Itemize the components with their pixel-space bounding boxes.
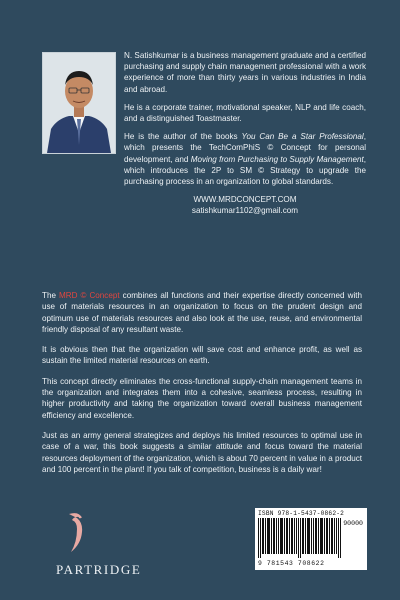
description-paragraph-1 (42, 290, 362, 335)
bio-p3-part-c: , which introduces the 2P to SM © Strategy to upgrade the purchasing process in an organization to global standards. (124, 154, 366, 187)
email-link[interactable]: satishkumar1102@gmail.com (191, 206, 299, 216)
price-code: 90000 (343, 520, 363, 527)
author-bio (124, 50, 366, 216)
bio-paragraph-1: N. Satishkumar is a business management graduate and a certified purchasing and supply chain management professional with a work experience of more than thirty years in various industries in India and abroad. (124, 51, 366, 94)
website-link[interactable]: WWW.MRDCONCEPT.COM (193, 195, 297, 205)
partridge-bird-icon (63, 512, 89, 554)
description-paragraph-3: This concept directly eliminates the cross-functional supply-chain management teams in the organization and integrates them into a cohesive, seamless process, resulting in higher productivity and taking the organization toward overall business management efficiency and excellence. (42, 376, 362, 420)
description-paragraph-4: Just as an army general strategizes and deploys his limited resources to optimal use in case of a war, this book suggests a similar attitude and focus toward the material resources deployment of the organization, which is about 70 percent in value in a product and 100 percent in the plant! If you talk of competition, business is a daily war! (42, 430, 362, 474)
desc-p1-part-a: The (42, 291, 59, 300)
bio-paragraph-2: He is a corporate trainer, motivational speaker, NLP and life coach, and a distinguished Toastmaster. (124, 102, 366, 124)
book-title-2: Moving from Purchasing to Supply Management (190, 154, 364, 164)
book-title-1: You Can Be a Star Professional (241, 132, 364, 142)
isbn-barcode (255, 508, 367, 570)
bio-paragraph-3 (124, 131, 366, 187)
desc-p1-part-b: combines all functions and their expertise directly concerned with use of materials resources in an organization to focus on the prudent design and optimum use of materials resources and also look at the use, reuse, and environmental friendly disposal of any resultant waste. (42, 291, 362, 334)
mrd-concept-highlight: MRD © Concept (58, 291, 120, 300)
isbn-number: ISBN 978-1-5437-0862-2 (258, 510, 345, 517)
book-description (42, 290, 362, 484)
barcode-bars (258, 518, 342, 558)
barcode-digits: 9 781543 708622 (258, 560, 325, 567)
author-photo (42, 52, 116, 154)
author-contact (124, 194, 366, 216)
description-paragraph-2: It is obvious then that the organization will save cost and enhance profit, as well as sustain the limited material resources on earth. (42, 345, 362, 366)
bio-p3-part-a: He is the author of the books (124, 132, 242, 142)
author-portrait-image (43, 53, 115, 153)
publisher-logo (56, 512, 142, 582)
publisher-name: PARTRIDGE (56, 562, 142, 577)
bio-p3-part-b: , which presents the TechComPhiS © Concept for personal development, and (124, 132, 366, 164)
